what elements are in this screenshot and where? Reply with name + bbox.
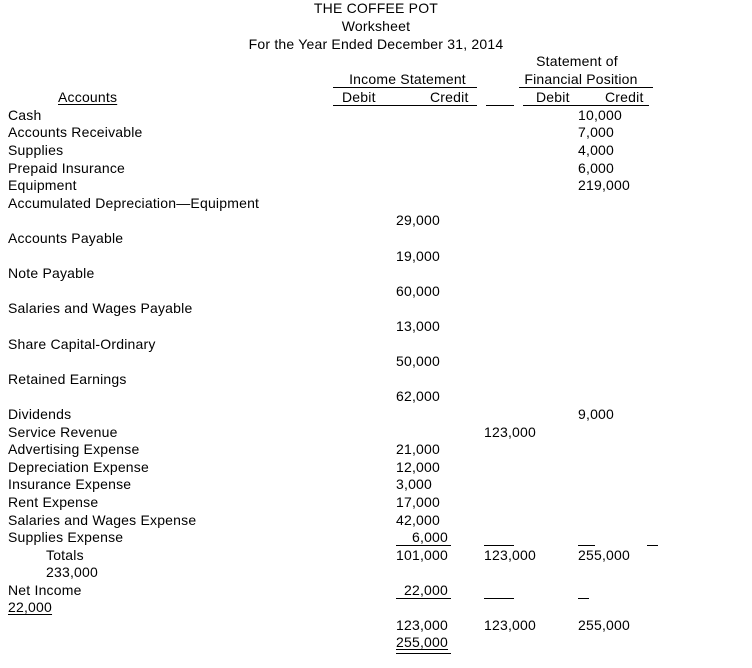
account-name: Equipment	[8, 177, 77, 193]
account-name: Supplies	[8, 142, 64, 158]
sfp-header-line1: Statement of	[536, 53, 618, 69]
is-credit-blank-rule	[484, 545, 514, 546]
is-debit-amount: 3,000	[396, 476, 433, 492]
sfp-debit-amount: 4,000	[578, 142, 615, 158]
income-statement-header: Income Statement	[349, 71, 466, 87]
is-debit-amount: 6,000	[412, 529, 449, 545]
account-name: Supplies Expense	[8, 529, 124, 545]
account-name: Note Payable	[8, 265, 95, 281]
final-sfp-credit: 255,000	[396, 634, 449, 650]
sfp-credit-header: Credit	[605, 89, 644, 105]
account-name: Depreciation Expense	[8, 459, 149, 475]
sfp-credit-blank-rule	[647, 545, 658, 546]
document-type: Worksheet	[341, 18, 411, 34]
account-name: Cash	[8, 107, 42, 123]
totals-is-debit: 101,000	[396, 547, 449, 563]
sfp-subheader-rule	[523, 105, 649, 106]
account-name: Prepaid Insurance	[8, 160, 126, 176]
account-name: Accumulated Depreciation—Equipment	[8, 195, 260, 211]
account-amount: 50,000	[396, 353, 441, 369]
totals-label: Totals	[46, 547, 84, 563]
account-amount: 13,000	[396, 318, 441, 334]
report-period: For the Year Ended December 31, 2014	[248, 36, 504, 52]
account-name: Retained Earnings	[8, 371, 127, 387]
is-credit-subheader-rule	[486, 105, 514, 106]
account-name: Salaries and Wages Payable	[8, 300, 193, 316]
net-income-sfp-debit-rule	[578, 598, 589, 599]
income-statement-header-rule	[333, 87, 477, 88]
account-name: Salaries and Wages Expense	[8, 512, 197, 528]
net-income-sfp-credit: 22,000	[8, 599, 53, 615]
account-name: Insurance Expense	[8, 476, 132, 492]
final-double-underline	[396, 653, 451, 654]
account-amount: 60,000	[396, 283, 441, 299]
final-sfp-debit: 255,000	[578, 617, 631, 633]
account-name: Accounts Receivable	[8, 124, 143, 140]
account-amount: 62,000	[396, 388, 441, 404]
final-is-credit: 123,000	[484, 617, 537, 633]
net-income-is-debit: 22,000	[404, 582, 449, 598]
net-income-label: Net Income	[8, 582, 82, 598]
sfp-debit-amount: 219,000	[578, 177, 631, 193]
totals-is-credit: 123,000	[484, 547, 537, 563]
sfp-debit-amount: 9,000	[578, 406, 615, 422]
is-credit-header: Credit	[430, 89, 469, 105]
account-amount: 19,000	[396, 248, 441, 264]
is-debit-header: Debit	[342, 89, 376, 105]
final-is-debit: 123,000	[396, 617, 449, 633]
account-name: Advertising Expense	[8, 441, 140, 457]
sfp-debit-amount: 10,000	[578, 107, 623, 123]
sfp-header-line2: Financial Position	[524, 71, 638, 87]
net-income-is-credit-rule	[484, 598, 514, 599]
account-name: Share Capital-Ordinary	[8, 336, 156, 352]
account-amount: 29,000	[396, 212, 441, 228]
is-debit-amount: 12,000	[396, 459, 441, 475]
account-name: Service Revenue	[8, 424, 118, 440]
sfp-debit-amount: 6,000	[578, 160, 615, 176]
is-subheader-rule	[333, 105, 477, 106]
totals-sfp-credit: 233,000	[46, 564, 99, 580]
sfp-debit-header: Debit	[536, 89, 570, 105]
is-debit-amount: 21,000	[396, 441, 441, 457]
supplies-expense-underline	[396, 545, 451, 546]
account-name: Rent Expense	[8, 494, 99, 510]
is-credit-amount: 123,000	[484, 424, 537, 440]
company-name: THE COFFEE POT	[313, 0, 439, 16]
is-debit-amount: 42,000	[396, 512, 441, 528]
is-debit-amount: 17,000	[396, 494, 441, 510]
account-name: Dividends	[8, 406, 72, 422]
net-income-underline	[396, 598, 451, 599]
sfp-header-rule	[519, 87, 653, 88]
account-name: Accounts Payable	[8, 230, 124, 246]
sfp-debit-blank-rule	[578, 545, 595, 546]
totals-sfp-debit: 255,000	[578, 547, 631, 563]
sfp-debit-amount: 7,000	[578, 124, 615, 140]
accounts-column-header: Accounts	[58, 89, 118, 105]
